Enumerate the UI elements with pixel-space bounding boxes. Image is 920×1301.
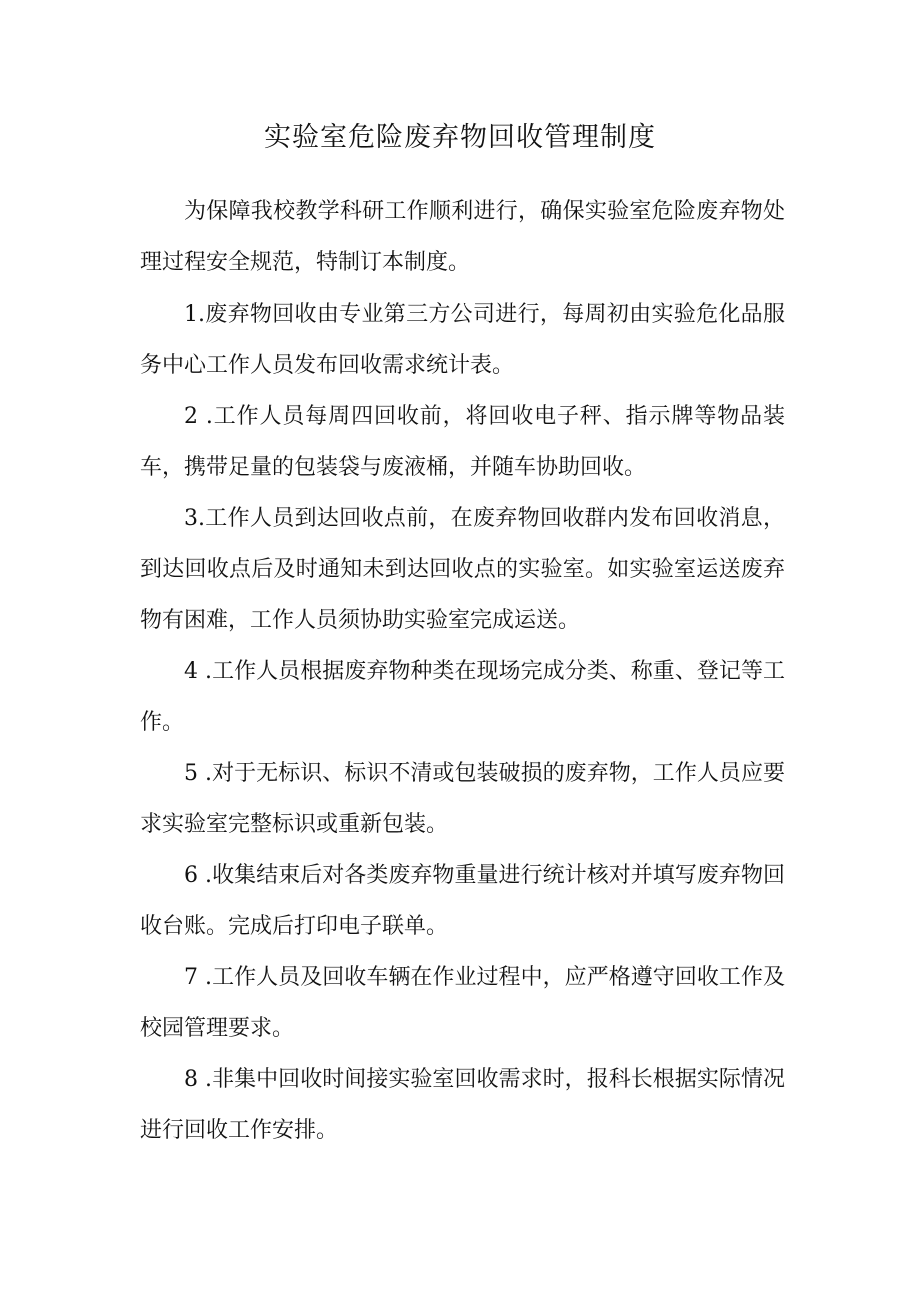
rule-item-7 [140, 952, 785, 1054]
rule-text: 工作人员及回收车辆在作业过程中，应严格遵守回收工作及校园管理要求。 [140, 965, 785, 1041]
rule-number: 2 [184, 404, 198, 429]
rule-separator: . [198, 965, 213, 990]
rule-separator: . [198, 659, 213, 684]
rule-text: 非集中回收时间接实验室回收需求时，报科长根据实际情况进行回收工作安排。 [140, 1067, 785, 1143]
rule-separator: . [198, 761, 213, 786]
document-title: 实验室危险废弃物回收管理制度 [264, 122, 656, 153]
rule-number: 5 [184, 761, 198, 786]
rule-separator: . [198, 302, 205, 327]
rule-text: 废弃物回收由专业第三方公司进行，每周初由实验危化品服务中心工作人员发布回收需求统计表。 [140, 302, 785, 378]
rule-item-3 [140, 493, 785, 646]
rule-item-5 [140, 748, 785, 850]
rule-number: 3 [184, 506, 198, 531]
rule-number: 7 [184, 965, 198, 990]
rule-item-4 [140, 646, 785, 748]
rule-text: 工作人员到达回收点前，在废弃物回收群内发布回收消息，到达回收点后及时通知未到达回收点的实验室。如实验室运送废弃物有困难，工作人员须协助实验室完成运送。 [140, 506, 785, 633]
rule-separator: . [198, 863, 213, 888]
rule-number: 4 [184, 659, 198, 684]
rule-number: 8 [184, 1067, 198, 1092]
rule-item-6 [140, 850, 785, 952]
rule-text: 工作人员根据废弃物种类在现场完成分类、称重、登记等工作。 [140, 659, 785, 735]
intro-paragraph: 为保障我校教学科研工作顺利进行，确保实验室危险废弃物处理过程安全规范，特制订本制度。 [140, 199, 785, 275]
rule-number: 1 [184, 302, 198, 327]
rule-text: 工作人员每周四回收前，将回收电子秤、指示牌等物品装车，携带足量的包装袋与废液桶，并随车协助回收。 [140, 404, 785, 480]
rule-text: 对于无标识、标识不清或包装破损的废弃物，工作人员应要求实验室完整标识或重新包装。 [140, 761, 785, 837]
rule-separator: . [198, 1067, 213, 1092]
rule-separator: . [198, 506, 205, 531]
rule-item-8 [140, 1054, 785, 1156]
rule-number: 6 [184, 863, 198, 888]
rule-separator: . [198, 404, 213, 429]
rule-item-2 [140, 391, 785, 493]
rule-item-1 [140, 289, 785, 391]
document-body [140, 186, 785, 1156]
rule-text: 收集结束后对各类废弃物重量进行统计核对并填写废弃物回收台账。完成后打印电子联单。 [140, 863, 785, 939]
